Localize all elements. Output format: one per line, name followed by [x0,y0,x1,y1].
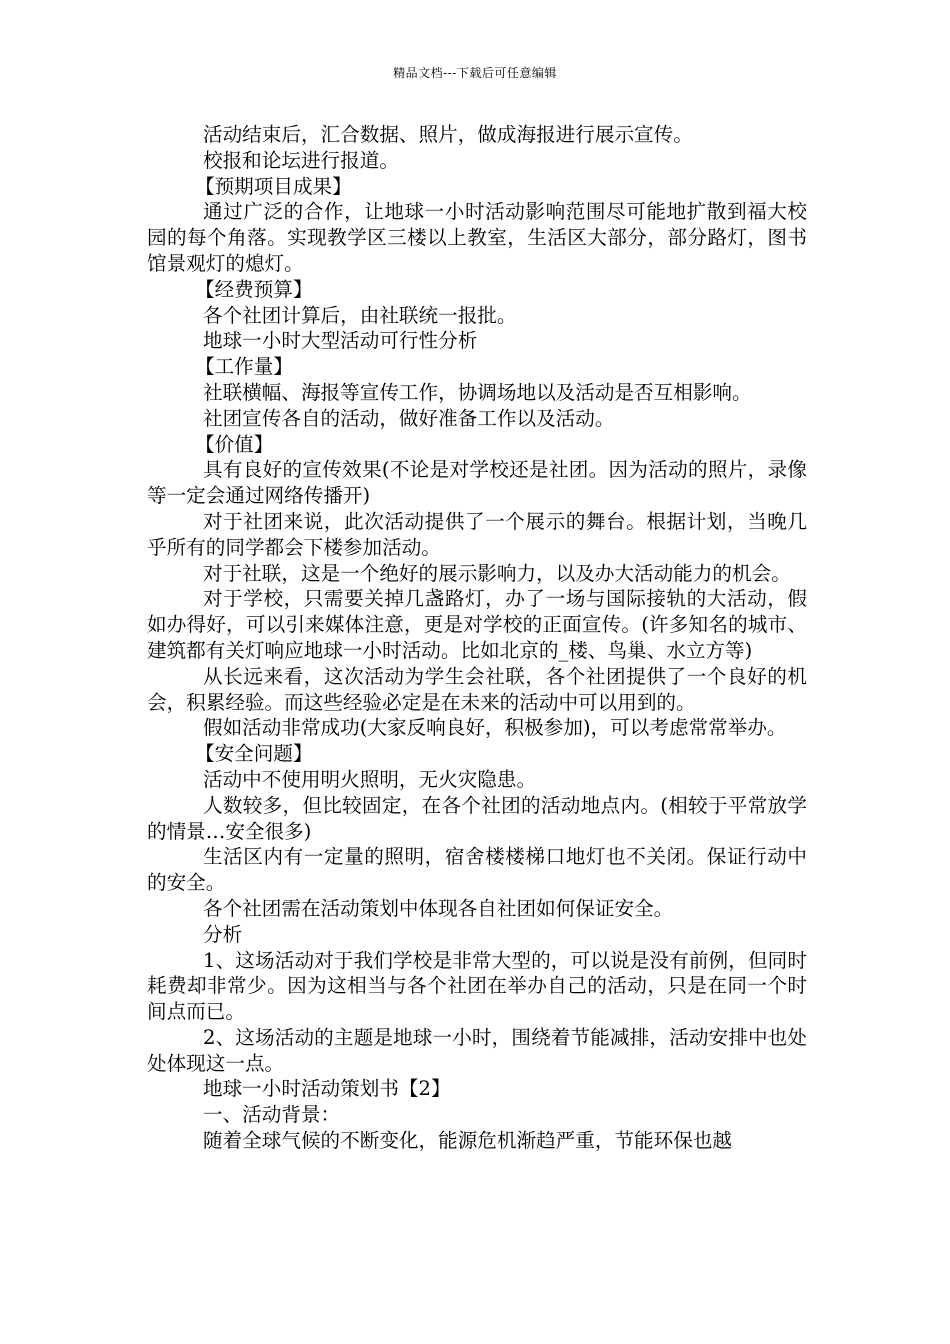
section-heading: 【价值】 [195,432,274,456]
paragraph: 人数较多，但比较固定，在各个社团的活动地点内。(相较于平常放学的情景…安全很多) [147,793,807,843]
paragraph: 活动结束后，汇合数据、照片，做成海报进行展示宣传。 [203,123,693,146]
paragraph: 社团宣传各自的活动，做好准备工作以及活动。 [203,406,615,430]
section-heading: 【预期项目成果】 [195,174,352,198]
paragraph: 各个社团需在活动策划中体现各自社团如何保证安全。 [203,896,674,920]
paragraph: 地球一小时大型活动可行性分析 [203,329,478,353]
paragraph: 通过广泛的合作，让地球一小时活动影响范围尽可能地扩散到福大校园的每个角落。实现教学区三楼以上教室，生活区大部分，部分路灯，图书馆景观灯的熄灯。 [147,200,807,275]
paragraph: 各个社团计算后，由社联统一报批。 [203,303,517,327]
paragraph: 假如活动非常成功(大家反响良好，积极参加)，可以考虑常常举办。 [203,716,787,740]
paragraph: 社联横幅、海报等宣传工作，协调场地以及活动是否互相影响。 [203,380,752,404]
document-body [147,122,807,1154]
section-heading: 【工作量】 [195,355,293,379]
paragraph: 对于社联，这是一个绝好的展示影响力，以及办大活动能力的机会。 [203,561,791,585]
paragraph: 随着全球气候的不断变化，能源危机渐趋严重，节能环保也越 [203,1129,733,1153]
page-header: 精品文档---下载后可任意编辑 [393,66,557,80]
section-heading: 【安全问题】 [195,742,313,766]
paragraph: 地球一小时活动策划书【2】 [203,1077,451,1101]
paragraph: 具有良好的宣传效果(不论是对学校还是社团。因为活动的照片，录像等一定会通过网络传播开) [147,458,807,508]
paragraph: 分析 [203,922,243,946]
paragraph: 对于学校，只需要关掉几盏路灯，办了一场与国际接轨的大活动，假如办得好，可以引来媒体注意，更是对学校的正面宣传。(许多知名的城市、建筑都有关灯响应地球一小时活动。比如北京的_楼、鸟巢、水立方等) [147,587,807,662]
paragraph: 活动中不使用明火照明，无火灾隐患。 [203,767,537,791]
paragraph: 校报和论坛进行报道。 [203,148,399,172]
paragraph: 对于社团来说，此次活动提供了一个展示的舞台。根据计划，当晚几乎所有的同学都会下楼参加活动。 [147,509,807,559]
paragraph: 2、这场活动的主题是地球一小时，围绕着节能减排，活动安排中也处处体现这一点。 [147,1025,807,1075]
paragraph: 从长远来看，这次活动为学生会社联，各个社团提供了一个良好的机会，积累经验。而这些经验必定是在未来的活动中可以用到的。 [147,664,807,714]
paragraph: 一、活动背景： [203,1103,341,1127]
paragraph: 1、这场活动对于我们学校是非常大型的，可以说是没有前例，但同时耗费却非常少。因为这相当与各个社团在举办自己的活动，只是在同一个时间点而已。 [147,948,807,1024]
paragraph: 生活区内有一定量的照明，宿舍楼楼梯口地灯也不关闭。保证行动中的安全。 [147,845,807,895]
section-heading: 【经费预算】 [195,277,313,301]
